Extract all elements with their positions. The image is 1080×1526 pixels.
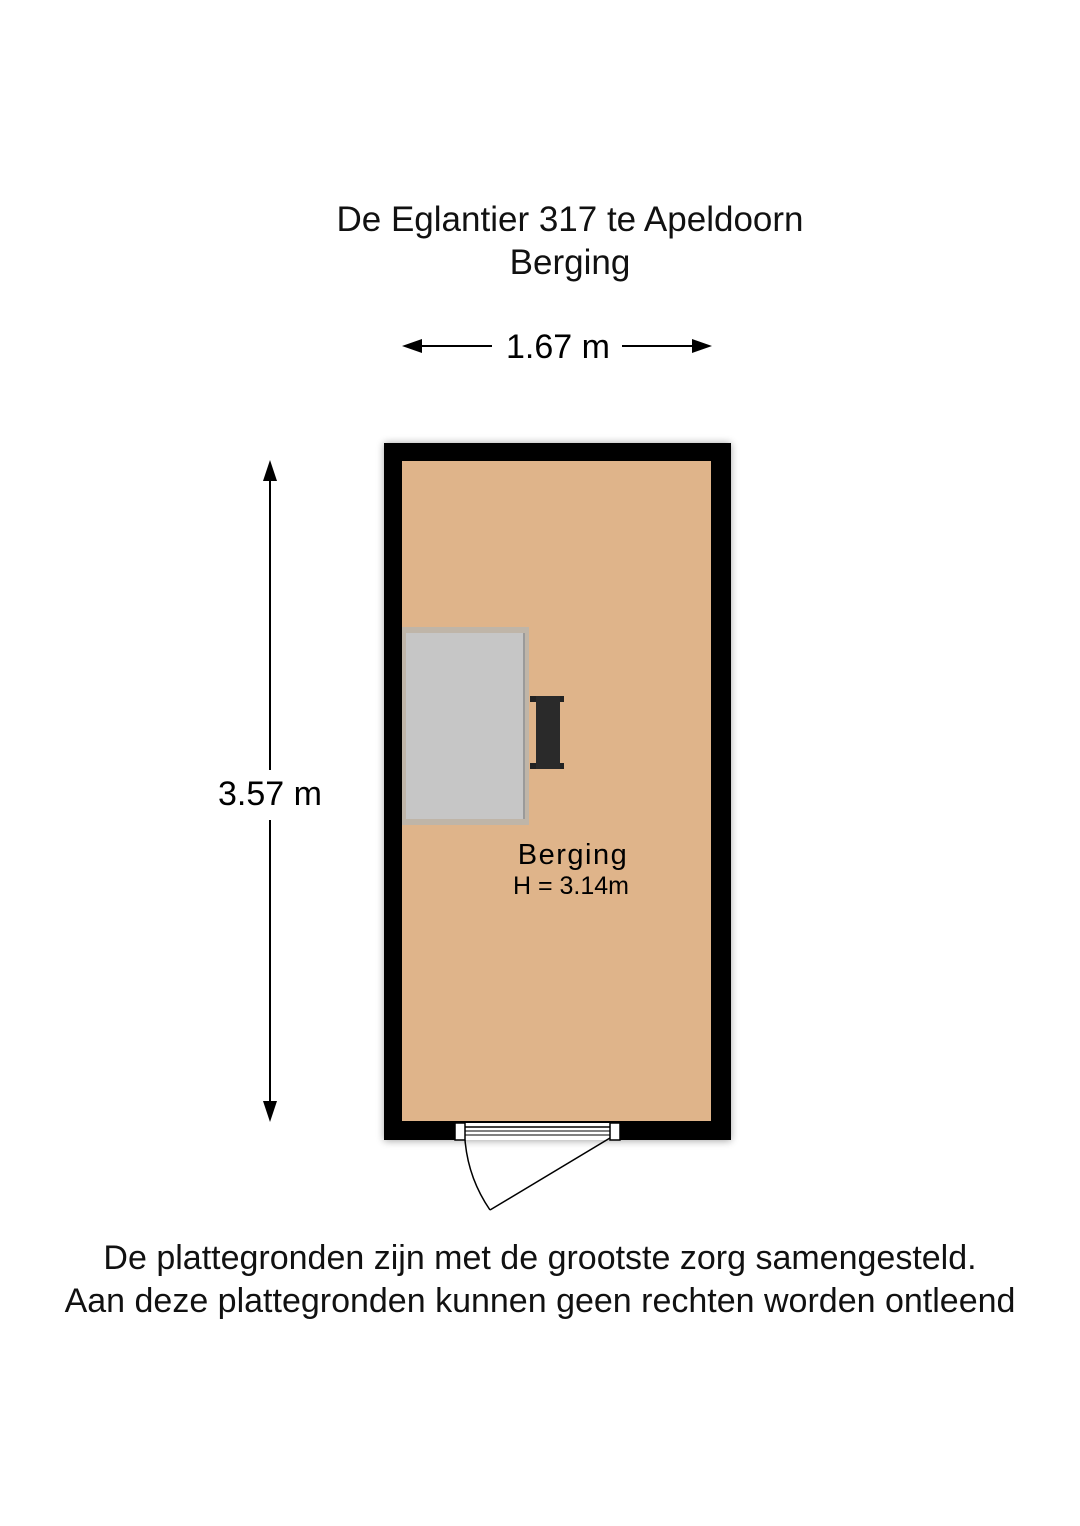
storage-cabinet (402, 627, 529, 825)
disclaimer-line-1: De plattegronden zijn met de grootste zorg samengesteld. (103, 1239, 977, 1277)
depth-dimension-label: 3.57 m (218, 775, 322, 813)
plan-title-address: De Eglantier 317 te Apeldoorn (336, 200, 804, 239)
plan-title-floor: Berging (509, 243, 631, 282)
room-name-label: Berging (517, 839, 629, 871)
width-dimension-label: 1.67 m (506, 328, 610, 366)
door (455, 1123, 620, 1210)
disclaimer-line-2: Aan deze plattegronden kunnen geen rechten worden ontleend (64, 1282, 1016, 1320)
room-height-label: H = 3.14m (512, 872, 630, 900)
